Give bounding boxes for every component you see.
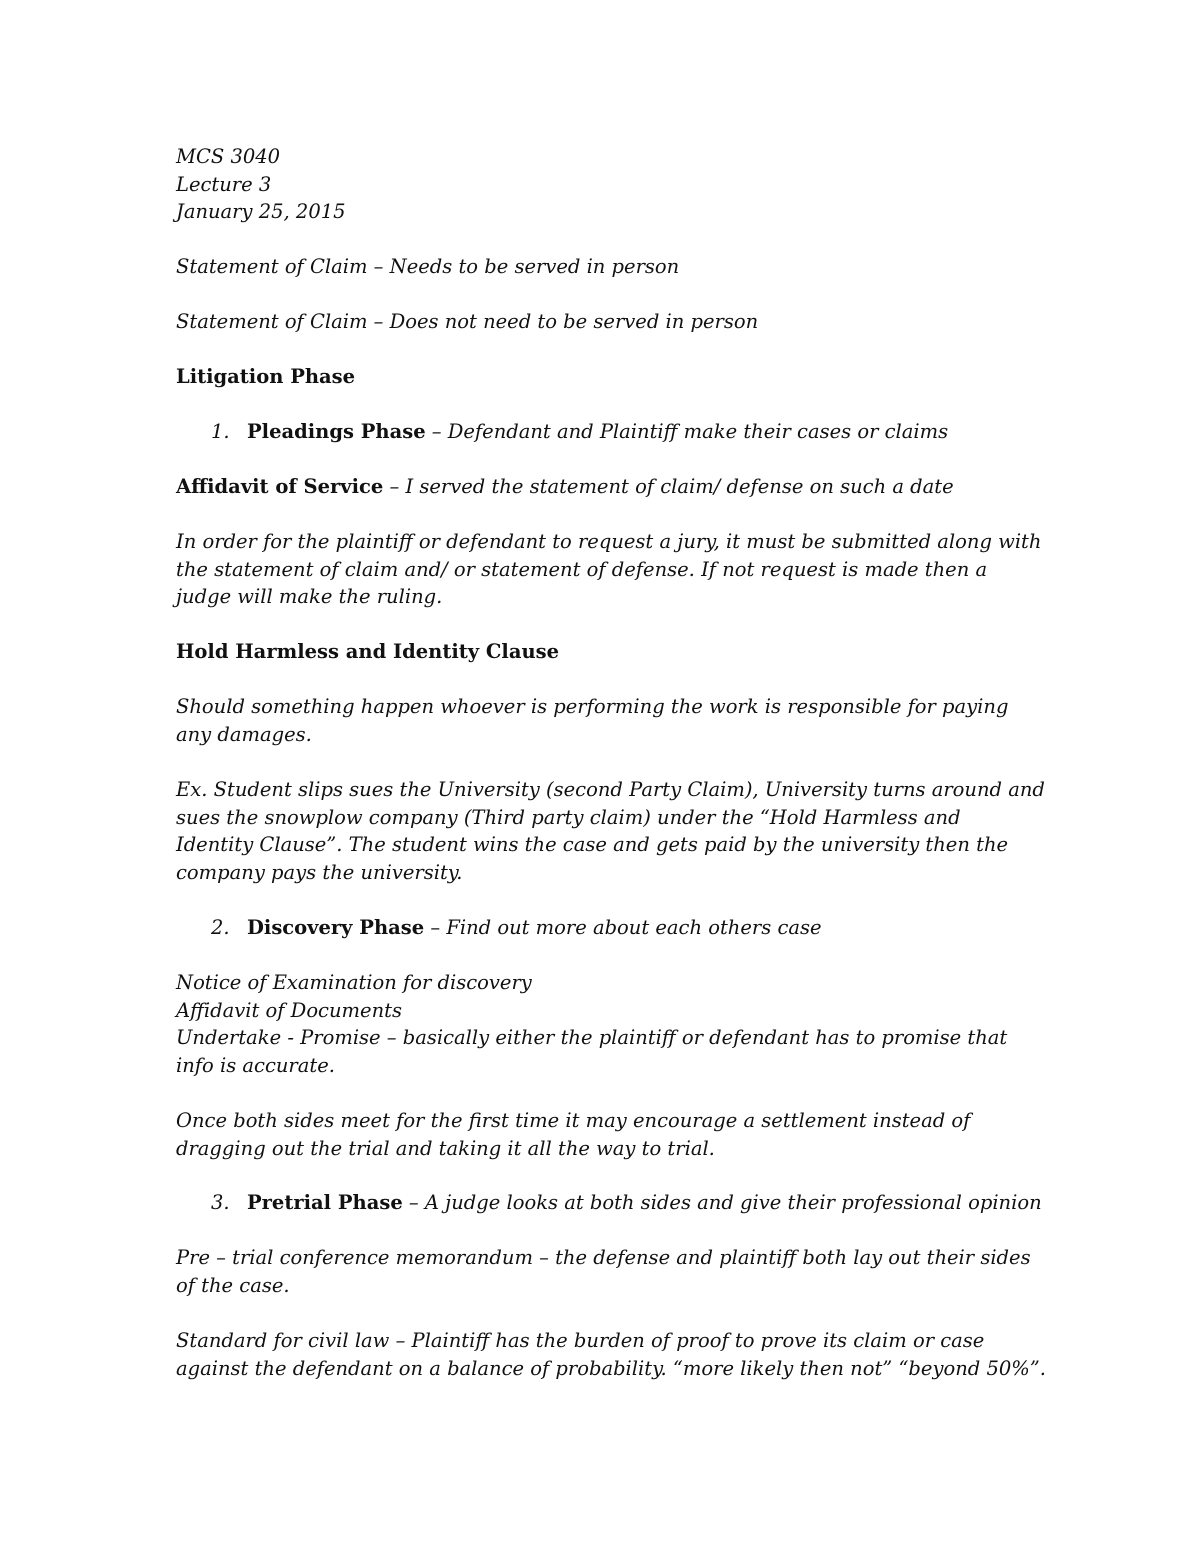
lecture-number: Lecture 3 — [176, 172, 272, 196]
paragraph-line: In order for the plaintiff or defendant to request a jury, it must be submitted along with — [176, 530, 1042, 553]
paragraph-line: Standard for civil law – Plaintiff has the burden of proof to prove its claim or case — [176, 1329, 985, 1352]
lecture-date: January 25, 2015 — [176, 200, 346, 223]
discovery-item: Affidavit of Documents — [176, 998, 402, 1022]
paragraph-line: Identity Clause”. The student wins the case and gets paid by the university then the — [176, 833, 1009, 856]
paragraph-line: Ex. Student slips sues the University (second Party Claim), University turns around and — [176, 778, 1045, 801]
phase-1-number: 1. — [211, 420, 230, 443]
paragraph-line: company pays the university. — [176, 860, 463, 884]
phase-2-item — [211, 914, 1071, 942]
claim-line-in-person: Statement of Claim – Needs to be served in person — [176, 255, 680, 278]
paragraph-line: judge will make the ruling. — [176, 585, 443, 608]
discovery-item: Notice of Examination for discovery — [176, 971, 532, 994]
claim-line-not-in-person: Statement of Claim – Does not need to be served in person — [176, 310, 759, 333]
phase-3-item — [211, 1189, 1071, 1217]
phase-3-title: Pretrial Phase — [247, 1191, 403, 1214]
document-header — [176, 143, 1036, 226]
litigation-heading: Litigation Phase — [176, 365, 356, 388]
civil-standard-paragraph — [176, 1327, 1046, 1382]
paragraph-line: sues the snowplow company (Third party claim) under the “Hold Harmless and — [176, 805, 961, 829]
jury-paragraph — [176, 528, 1042, 611]
paragraph-line: the statement of claim and/ or statement of defense. If not request is made then a — [176, 557, 988, 581]
phase-1-item — [211, 418, 1071, 446]
phase-2-title: Discovery Phase — [247, 916, 425, 939]
paragraph-line: Should something happen whoever is performing the work is responsible for paying — [176, 695, 1009, 718]
discovery-item: info is accurate. — [176, 1053, 335, 1077]
example-paragraph — [176, 776, 1045, 886]
paragraph-line: dragging out the trial and taking it all the way to trial. — [176, 1136, 715, 1160]
affidavit-of-service-title: Affidavit of Service — [176, 475, 384, 498]
phase-3-description: – A judge looks at both sides and give their professional opinion — [402, 1191, 1042, 1214]
hold-harmless-paragraph — [176, 693, 1036, 748]
settlement-paragraph — [176, 1107, 1036, 1162]
affidavit-of-service-description: – I served the statement of claim/ defense on such a date — [383, 475, 954, 498]
paragraph-line: against the defendant on a balance of probability. “more likely then not” “beyond 50%”. — [176, 1356, 1046, 1380]
discovery-item: Undertake - Promise – basically either the plaintiff or defendant has to promise that — [176, 1026, 1008, 1049]
phase-1-title: Pleadings Phase — [247, 420, 426, 443]
pretrial-paragraph — [176, 1244, 1036, 1299]
paragraph-line: any damages. — [176, 722, 312, 746]
affidavit-of-service — [176, 473, 1036, 501]
paragraph-line: Once both sides meet for the first time it may encourage a settlement instead of — [176, 1109, 971, 1132]
discovery-items — [176, 969, 1036, 1079]
course-code: MCS 3040 — [176, 145, 281, 168]
paragraph-line: Pre – trial conference memorandum – the defense and plaintiff both lay out their sides — [176, 1246, 1031, 1269]
phase-1-description: – Defendant and Plaintiff make their cases or claims — [425, 420, 949, 443]
paragraph-line: of the case. — [176, 1273, 290, 1297]
hold-harmless-heading: Hold Harmless and Identity Clause — [176, 640, 560, 663]
phase-3-number: 3. — [211, 1191, 230, 1214]
phase-2-description: – Find out more about each others case — [424, 916, 822, 939]
phase-2-number: 2. — [211, 916, 230, 939]
